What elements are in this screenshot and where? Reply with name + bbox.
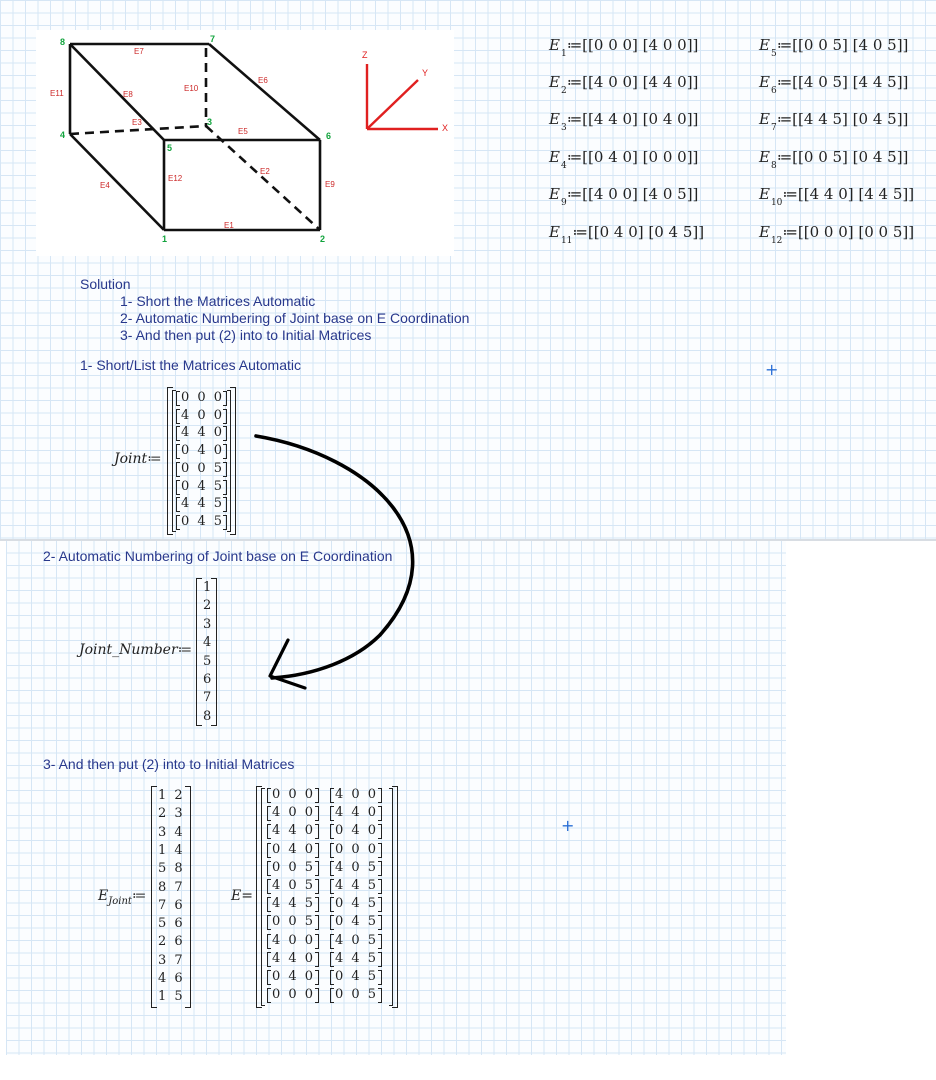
- edge-label-e4: E4: [100, 181, 110, 190]
- definition-e8[interactable]: $E_8≔[[0$ 0 5] [0 4 5]]: [759, 148, 909, 171]
- joint-row-text: 4 4 5: [181, 496, 225, 512]
- joint-number-value: 8: [203, 708, 214, 724]
- axis-label-y: Y: [422, 68, 429, 78]
- e-result-start-point-text: 0 4 0: [272, 841, 316, 857]
- joint-number-value: 2: [203, 598, 214, 614]
- e-result-start-point-text: 0 0 0: [272, 787, 316, 802]
- e-result-start-point: [267, 952, 319, 967]
- e-joint-label[interactable]: $E_{Joint}≔$: [98, 888, 147, 907]
- e-joint-row: 7 6: [158, 897, 185, 913]
- definition-e1[interactable]: $E_1≔[[0$ 0 0] [4 0 0]]: [549, 36, 699, 59]
- e-result-start-point-text: 4 4 0: [272, 950, 316, 966]
- e-result-end-point-text: 0 4 5: [335, 896, 379, 912]
- edge-label-e11: E11: [50, 89, 64, 98]
- e-result-end-point: [330, 861, 382, 876]
- e-joint-row: 3 4: [158, 824, 185, 840]
- section-heading-1[interactable]: 1- Short/List the Matrices Automatic: [80, 357, 301, 373]
- joint-row-text: 4 4 0: [181, 425, 225, 441]
- definition-e10[interactable]: $E_{10}≔[[4$ 4 0] [4 4 5]]: [759, 185, 915, 208]
- definition-e3[interactable]: $E_3≔[[4$ 4 0] [0 4 0]]: [549, 110, 699, 133]
- e-result-end-point-text: 0 4 5: [335, 914, 379, 930]
- definition-e6[interactable]: $E_6≔[[4$ 0 5] [4 4 5]]: [759, 73, 909, 96]
- e-result-matrix[interactable]: [256, 786, 398, 1008]
- joint-row: [176, 462, 227, 477]
- e-result-end-point: [330, 915, 382, 930]
- solution-step-1[interactable]: 1- Short the Matrices Automatic: [120, 293, 316, 309]
- e-result-start-point: [267, 988, 319, 1003]
- axis-label-z: Z: [362, 50, 368, 60]
- definition-e7[interactable]: $E_7≔[[4$ 4 5] [0 4 5]]: [759, 110, 909, 133]
- e-result-end-point: [330, 970, 382, 985]
- e-result-start-point-text: 0 0 5: [272, 914, 316, 930]
- joint-row-text: 4 0 0: [181, 407, 225, 423]
- joint-matrix[interactable]: [167, 387, 236, 535]
- e-result-start-point: [267, 915, 319, 930]
- joint-number-value: 4: [203, 635, 214, 651]
- joint-row: [176, 409, 227, 424]
- e-joint-row: 8 7: [158, 879, 185, 895]
- joint-number-label[interactable]: Joint_Number≔: [79, 642, 193, 658]
- section-heading-2[interactable]: 2- Automatic Numbering of Joint base on E Coordination: [43, 548, 393, 564]
- joint-label-5: 5: [167, 143, 173, 153]
- edge-label-e6: E6: [258, 76, 268, 85]
- e-result-end-point-text: 4 4 0: [335, 805, 379, 821]
- joint-number-value: 5: [203, 653, 214, 669]
- edge-label-e5: E5: [238, 127, 248, 136]
- edge-label-e12: E12: [168, 174, 183, 183]
- definition-e5[interactable]: $E_5≔[[0$ 0 5] [4 0 5]]: [759, 36, 909, 59]
- joint-row: [176, 497, 227, 512]
- e-result-start-point-text: 4 4 5: [272, 896, 316, 912]
- e-result-start-point: [267, 861, 319, 876]
- joint-number-value: 6: [203, 672, 214, 687]
- joint-label[interactable]: Joint≔: [114, 451, 162, 467]
- e-result-start-point: [267, 806, 319, 821]
- e-result-end-point: [330, 934, 382, 949]
- e-result-end-point-text: 4 4 5: [335, 950, 379, 966]
- section-heading-3[interactable]: 3- And then put (2) into to Initial Matrices: [43, 756, 295, 772]
- e-joint-row: 2 6: [158, 934, 185, 950]
- e-result-start-point: [267, 843, 319, 858]
- edge-label-e10: E10: [184, 84, 199, 93]
- joint-label-6: 6: [326, 131, 332, 141]
- joint-row: [176, 426, 227, 441]
- joint-row: [176, 515, 227, 530]
- e-result-end-point-text: 4 0 0: [335, 787, 379, 802]
- e-joint-row: 4 6: [158, 971, 185, 986]
- e-result-end-point-text: 0 4 5: [335, 969, 379, 984]
- e-result-end-point-text: 0 0 0: [335, 841, 379, 857]
- e-result-label[interactable]: E=: [231, 888, 253, 904]
- e-joint-row: 1 5: [158, 989, 185, 1005]
- crosshair-cursor-icon: +: [561, 816, 575, 835]
- e-result-end-point: [330, 952, 382, 967]
- e-result-start-point: [267, 879, 319, 894]
- e-result-start-point-text: 0 0 0: [272, 987, 316, 1003]
- e-result-end-point-text: 4 0 5: [335, 932, 379, 948]
- joint-label-7: 7: [210, 34, 216, 44]
- e-joint-row: 3 7: [158, 952, 185, 968]
- joint-label-8: 8: [60, 37, 66, 47]
- solution-title[interactable]: Solution: [80, 276, 131, 292]
- joint-number-vector[interactable]: [196, 578, 217, 726]
- definition-e11[interactable]: $E_{11}≔[[0$ 4 0] [0 4 5]]: [549, 223, 705, 246]
- e-result-start-point-text: 4 4 0: [272, 823, 316, 839]
- joint-label-4: 4: [60, 130, 66, 140]
- e-joint-row: 1 2: [158, 788, 185, 803]
- edge-label-e1: E1: [224, 221, 234, 230]
- e-joint-row: 5 8: [158, 861, 185, 877]
- e-joint-row: 5 6: [158, 916, 185, 932]
- edge-label-e7: E7: [134, 47, 144, 56]
- e-result-start-point: [267, 897, 319, 912]
- definition-e12[interactable]: $E_{12}≔[[0$ 0 0] [0 0 5]]: [759, 223, 915, 246]
- e-joint-matrix[interactable]: [151, 786, 191, 1008]
- solution-step-2[interactable]: 2- Automatic Numbering of Joint base on E Coordination: [120, 310, 470, 326]
- e-result-end-point: [330, 879, 382, 894]
- region-divider: [0, 539, 936, 541]
- definition-e2[interactable]: $E_2≔[[4$ 0 0] [4 4 0]]: [549, 73, 699, 96]
- joint-number-value: 7: [203, 690, 214, 706]
- e-result-start-point: [267, 934, 319, 949]
- edge-label-e3: E3: [132, 118, 142, 127]
- e-result-start-point-text: 4 0 0: [272, 805, 316, 821]
- crosshair-cursor-icon: +: [765, 360, 779, 379]
- joint-label-3: 3: [207, 117, 213, 127]
- e-result-end-point-text: 0 4 0: [335, 823, 379, 839]
- box-diagram-figure: [36, 30, 454, 256]
- e-result-start-point-text: 0 4 0: [272, 969, 316, 984]
- definition-e9[interactable]: $E_9≔[[4$ 0 0] [4 0 5]]: [549, 185, 699, 208]
- definition-e4[interactable]: $E_4≔[[0$ 4 0] [0 0 0]]: [549, 148, 699, 171]
- e-result-end-point-text: 4 0 5: [335, 859, 379, 875]
- joint-row: [176, 480, 227, 495]
- e-result-start-point: [267, 788, 319, 803]
- joint-label-1: 1: [162, 234, 168, 244]
- e-result-start-point-text: 0 0 5: [272, 859, 316, 875]
- e-result-end-point-text: 0 0 5: [335, 987, 379, 1003]
- e-result-end-point: [330, 788, 382, 803]
- edge-label-e8: E8: [123, 90, 133, 99]
- e-result-end-point-text: 4 4 5: [335, 878, 379, 893]
- e-result-end-point: [330, 824, 382, 839]
- e-result-start-point: [267, 970, 319, 985]
- joint-label-2: 2: [320, 234, 326, 244]
- e-result-start-point: [267, 824, 319, 839]
- e-result-end-point: [330, 843, 382, 858]
- e-result-end-point: [330, 988, 382, 1003]
- solution-step-3[interactable]: 3- And then put (2) into to Initial Matrices: [120, 327, 372, 343]
- joint-row-text: 0 0 5: [181, 460, 225, 476]
- joint-row-text: 0 4 0: [181, 443, 225, 459]
- curved-arrow-icon: [250, 430, 430, 700]
- box-diagram: [36, 30, 454, 256]
- joint-row-text: 0 0 0: [181, 390, 225, 405]
- e-result-start-point-text: 4 0 0: [272, 932, 316, 948]
- e-result-end-point: [330, 897, 382, 912]
- edge-label-e9: E9: [325, 180, 335, 189]
- joint-row-text: 0 4 5: [181, 513, 225, 529]
- joint-row: [176, 391, 227, 406]
- e-joint-row: 1 4: [158, 842, 185, 858]
- e-joint-row: 2 3: [158, 806, 185, 822]
- joint-number-value: 1: [203, 580, 214, 595]
- edge-label-e2: E2: [260, 167, 270, 176]
- e-result-start-point-text: 4 0 5: [272, 878, 316, 893]
- axis-label-x: X: [442, 123, 449, 133]
- e-result-end-point: [330, 806, 382, 821]
- joint-row-text: 0 4 5: [181, 478, 225, 494]
- joint-row: [176, 444, 227, 459]
- joint-number-value: 3: [203, 616, 214, 632]
